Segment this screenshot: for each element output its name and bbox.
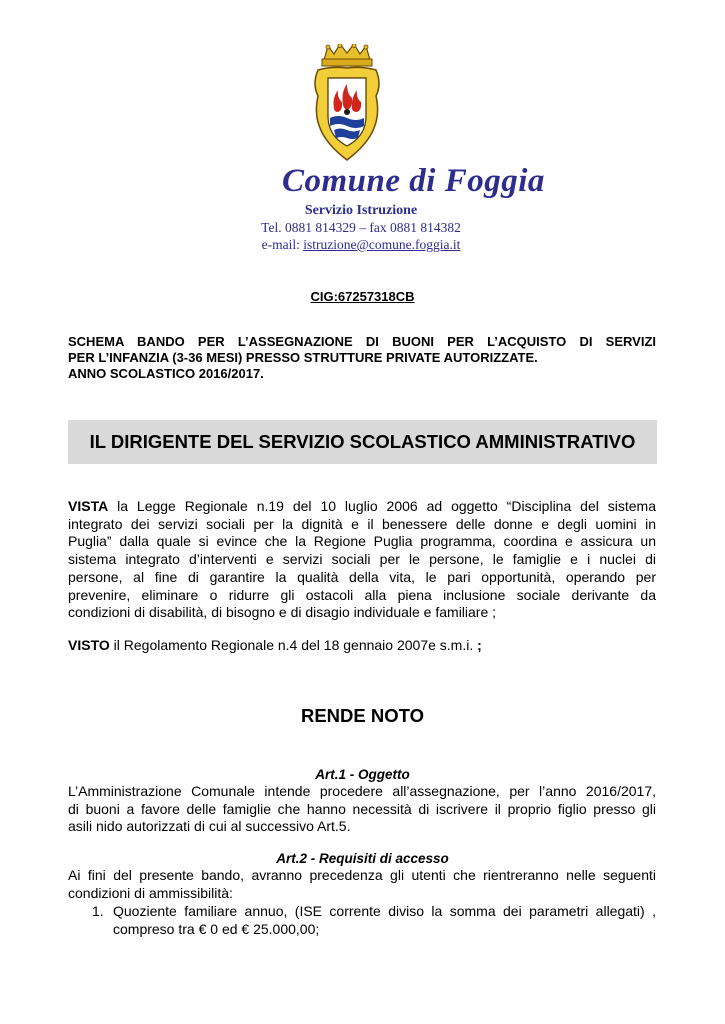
cig-code: CIG:67257318CB bbox=[310, 289, 415, 304]
schema-line: PER L’INFANZIA (3-36 MESI) PRESSO STRUTTURE PRIVATE AUTORIZZATE. bbox=[68, 350, 538, 365]
schema-line: SCHEMA BANDO PER L’ASSEGNAZIONE DI BUONI PER L’ACQUISTO DI SERVIZI bbox=[68, 334, 656, 349]
email-line bbox=[232, 236, 490, 253]
schema-line: ANNO SCOLASTICO 2016/2017. bbox=[68, 366, 264, 381]
email-label: e-mail: bbox=[261, 237, 304, 252]
art2-line: condizioni di ammissibilità: bbox=[68, 884, 233, 901]
art1-title: Art.1 - Oggetto bbox=[315, 767, 410, 782]
list-item bbox=[92, 903, 656, 938]
art1-paragraph bbox=[68, 783, 656, 836]
vista-line: Puglia” dalla quale si evince che la Regione Puglia programma, coordina e assicura un bbox=[68, 533, 656, 550]
dirigente-banner: IL DIRIGENTE DEL SERVIZIO SCOLASTICO AMMINISTRATIVO bbox=[68, 420, 657, 464]
art1-line: asili nido autorizzati di cui al successivo Art.5. bbox=[68, 818, 351, 835]
vista-line: integrato dei servizi sociali per la dignità e il benessere delle donne e degli uomini in bbox=[68, 515, 656, 532]
rende-noto-heading: RENDE NOTO bbox=[300, 705, 424, 726]
art2-title: Art.2 - Requisiti di accesso bbox=[276, 851, 449, 866]
art1-line: L’Amministrazione Comunale intende procedere all’assegnazione, per l’anno 2016/2017, bbox=[68, 783, 656, 799]
visto-text: il Regolamento Regionale n.4 del 18 gennaio 2007e s.m.i. bbox=[109, 637, 478, 653]
art2-line: Ai fini del presente bando, avranno precedenza gli utenti che rientreranno nelle seguenti bbox=[68, 867, 656, 883]
vista-line: persone, al fine di garantire la qualità della vita, le pari opportunità, operando per bbox=[68, 568, 656, 585]
list-item-line: Quoziente familiare annuo, (ISE corrente diviso la somma dei parametri allegati) , bbox=[113, 903, 656, 919]
requirements-list bbox=[92, 903, 656, 938]
vista-line: condizioni di disabilità, di bisogno e di disagio individuale e familiare ; bbox=[68, 604, 497, 621]
schema-heading bbox=[68, 334, 656, 382]
visto-keyword: VISTO bbox=[68, 637, 110, 653]
art1-line: di buoni a favore delle famiglie che hanno necessità di iscrivere il proprio figlio presso gli bbox=[68, 800, 656, 817]
art2-paragraph bbox=[68, 867, 656, 902]
visto-paragraph bbox=[68, 637, 656, 655]
list-item-line: compreso tra € 0 ed € 25.000,00; bbox=[113, 920, 320, 937]
email-link[interactable]: istruzione@comune.foggia.it bbox=[303, 237, 461, 252]
vista-line: prevenire, eliminare o ridurre gli ostacoli alla piena inclusione sociale derivante da bbox=[68, 586, 656, 603]
header-contacts bbox=[232, 202, 490, 253]
service-name: Servizio Istruzione bbox=[304, 203, 418, 218]
phone-fax: Tel. 0881 814329 – fax 0881 814382 bbox=[261, 220, 461, 235]
vista-paragraph bbox=[68, 498, 656, 622]
vista-line: sistema integrato d’interventi e servizi sociali per le persone, le famiglie e i nuclei di bbox=[68, 551, 656, 568]
comune-title: Comune di Foggia bbox=[282, 163, 545, 199]
comune-crest-logo bbox=[312, 44, 382, 164]
vista-line bbox=[68, 498, 656, 516]
list-item-text bbox=[113, 903, 656, 938]
list-item-number: 1. bbox=[92, 903, 104, 919]
vista-keyword: VISTA bbox=[68, 498, 109, 514]
visto-end: ; bbox=[477, 637, 482, 653]
vista-line-text: la Legge Regionale n.19 del 10 luglio 2006 ad oggetto “Disciplina del sistema bbox=[108, 498, 656, 514]
